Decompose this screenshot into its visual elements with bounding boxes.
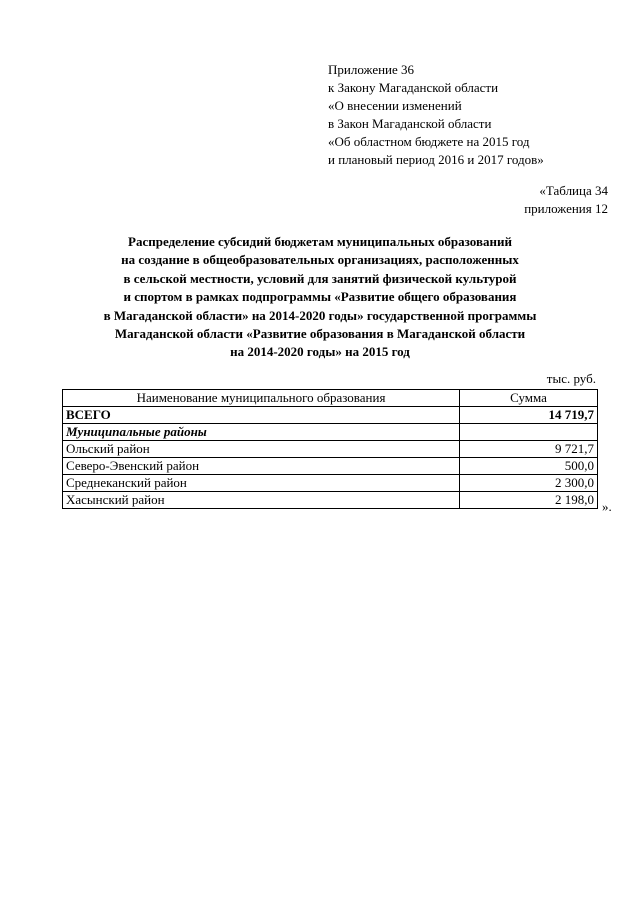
closing-quote-mark: ». <box>602 499 612 514</box>
title-line: Магаданской области «Развитие образования в Магаданской области <box>114 326 526 342</box>
appendix-line: и плановый период 2016 и 2017 годов» <box>328 152 544 167</box>
appendix-reference <box>328 61 544 169</box>
appendix-line: «О внесении изменений <box>328 98 462 113</box>
table-ref-line: приложения 12 <box>524 201 608 216</box>
title-line: в сельской местности, условий для занятий физической культурой <box>123 270 517 286</box>
group-sum <box>460 424 598 441</box>
table-reference <box>524 182 608 218</box>
subsidy-table <box>62 389 598 509</box>
header-name: Наименование муниципального образования <box>63 390 460 407</box>
group-label: Муниципальные районы <box>63 424 460 441</box>
district-name: Среднеканский район <box>63 475 460 492</box>
district-sum: 500,0 <box>460 458 598 475</box>
district-name: Хасынский район <box>63 492 460 509</box>
table-row <box>63 475 598 492</box>
total-sum: 14 719,7 <box>460 407 598 424</box>
appendix-line: «Об областном бюджете на 2015 год <box>328 134 530 149</box>
group-row <box>63 424 598 441</box>
title-line: и спортом в рамках подпрограммы «Развитие общего образования <box>123 289 517 305</box>
district-sum: 9 721,7 <box>460 441 598 458</box>
header-sum: Сумма <box>460 390 598 407</box>
title-line: на 2014-2020 годы» на 2015 год <box>230 344 410 360</box>
table-row <box>63 492 598 509</box>
units-label: тыс. руб. <box>546 371 596 386</box>
district-name: Ольский район <box>63 441 460 458</box>
table-row <box>63 458 598 475</box>
table-header-row <box>63 390 598 407</box>
appendix-line: в Закон Магаданской области <box>328 116 492 131</box>
table-ref-line: «Таблица 34 <box>539 183 608 198</box>
title-line: на создание в общеобразовательных организациях, расположенных <box>121 252 519 268</box>
total-label: ВСЕГО <box>63 407 460 424</box>
district-sum: 2 198,0 <box>460 492 598 509</box>
document-title <box>30 233 610 362</box>
district-sum: 2 300,0 <box>460 475 598 492</box>
appendix-line: к Закону Магаданской области <box>328 80 499 95</box>
title-line: в Магаданской области» на 2014-2020 годы» государственной программы <box>103 307 537 323</box>
title-line: Распределение субсидий бюджетам муниципальных образований <box>128 234 512 249</box>
total-row <box>63 407 598 424</box>
district-name: Северо-Эвенский район <box>63 458 460 475</box>
table-row <box>63 441 598 458</box>
appendix-line: Приложение 36 <box>328 62 415 77</box>
